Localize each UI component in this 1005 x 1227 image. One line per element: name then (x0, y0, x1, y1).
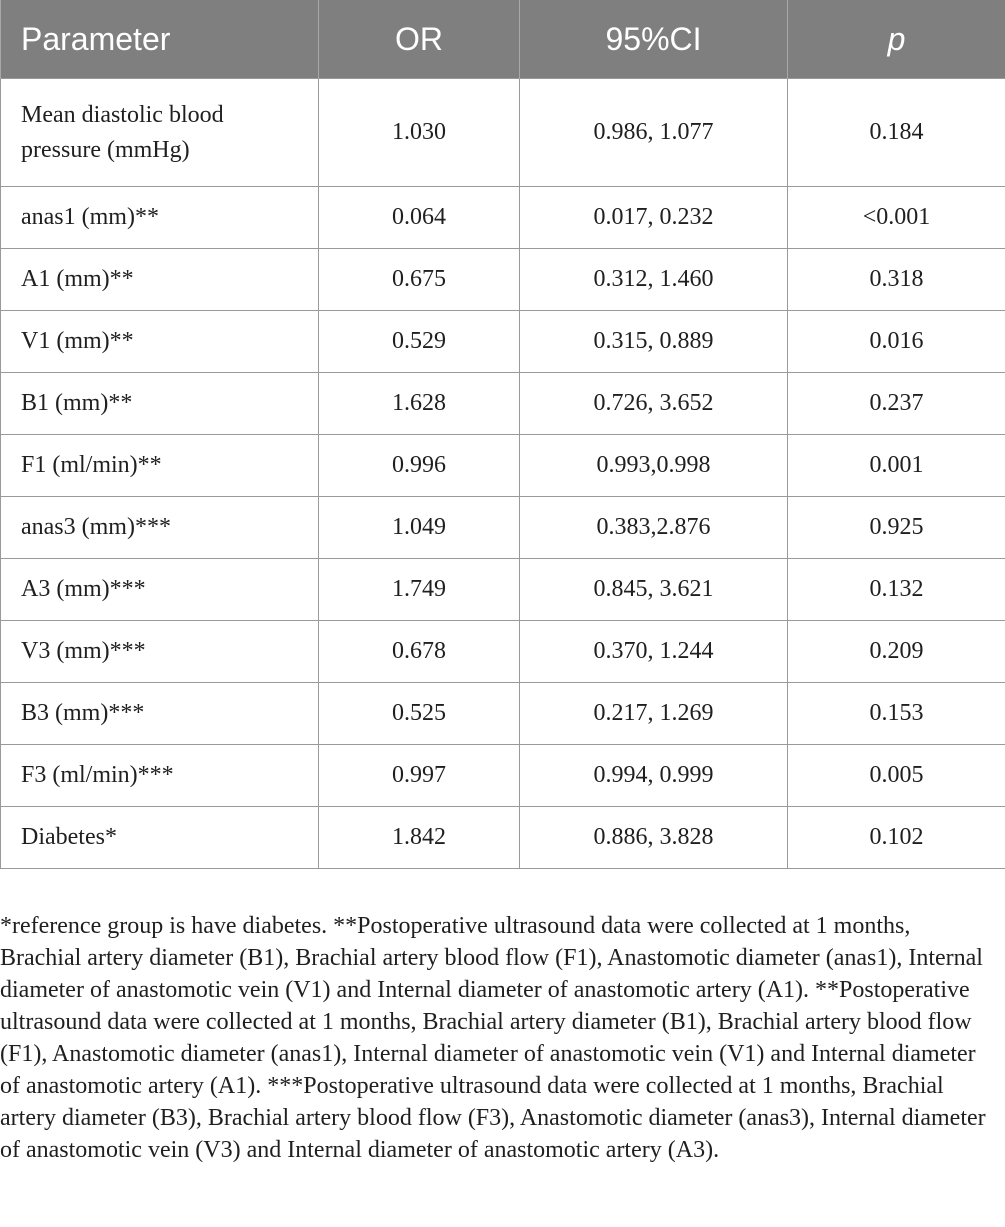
table-row (1, 683, 1005, 745)
cell-p: 0.925 (788, 497, 1005, 559)
table-row (1, 807, 1005, 869)
cell-ci: 0.986, 1.077 (520, 79, 788, 187)
cell-p: 0.132 (788, 559, 1005, 621)
cell-p: 0.209 (788, 621, 1005, 683)
table-row (1, 435, 1005, 497)
cell-parameter: B3 (mm)*** (1, 683, 319, 745)
cell-parameter: anas3 (mm)*** (1, 497, 319, 559)
cell-or: 1.030 (319, 79, 520, 187)
cell-p: 0.005 (788, 745, 1005, 807)
cell-ci: 0.217, 1.269 (520, 683, 788, 745)
cell-or: 0.525 (319, 683, 520, 745)
table-header-row (1, 0, 1005, 79)
cell-or: 0.529 (319, 311, 520, 373)
cell-p: 0.184 (788, 79, 1005, 187)
table-row (1, 559, 1005, 621)
cell-ci: 0.993,0.998 (520, 435, 788, 497)
cell-ci: 0.845, 3.621 (520, 559, 788, 621)
cell-or: 1.842 (319, 807, 520, 869)
cell-parameter: Diabetes* (1, 807, 319, 869)
cell-or: 0.996 (319, 435, 520, 497)
cell-p: 0.153 (788, 683, 1005, 745)
table-footnote: *reference group is have diabetes. **Postoperative ultrasound data were collected at 1 months, Brachial artery diameter (B1), Brachial artery blood flow (F1), Anastomotic diameter (anas1), Internal diameter of anastomotic vein (V1) and Internal diameter of anastomotic artery (A1). **Postoperative ultrasound data were collected at 1 months, Brachial artery diameter (B1), Brachial artery blood flow (F1), Anastomotic diameter (anas1), Internal diameter of anastomotic vein (V1) and Internal diameter of anastomotic artery (A1). ***Postoperative ultrasound data were collected at 1 months, Brachial artery diameter (B3), Brachial artery blood flow (F3), Anastomotic diameter (anas3), Internal diameter of anastomotic vein (V3) and Internal diameter of anastomotic artery (A3). (0, 913, 986, 1163)
table-row (1, 249, 1005, 311)
header-or: OR (319, 0, 520, 79)
cell-parameter: V3 (mm)*** (1, 621, 319, 683)
cell-ci: 0.994, 0.999 (520, 745, 788, 807)
cell-parameter: Mean diastolic blood pressure (mmHg) (1, 79, 319, 187)
cell-parameter: B1 (mm)** (1, 373, 319, 435)
cell-p: <0.001 (788, 187, 1005, 249)
cell-or: 1.049 (319, 497, 520, 559)
cell-ci: 0.726, 3.652 (520, 373, 788, 435)
cell-ci: 0.383,2.876 (520, 497, 788, 559)
cell-ci: 0.315, 0.889 (520, 311, 788, 373)
cell-or: 0.997 (319, 745, 520, 807)
cell-p: 0.102 (788, 807, 1005, 869)
table-row (1, 745, 1005, 807)
header-p: p (788, 0, 1005, 79)
cell-or: 0.678 (319, 621, 520, 683)
table-row (1, 621, 1005, 683)
table-row (1, 497, 1005, 559)
cell-p: 0.318 (788, 249, 1005, 311)
cell-or: 1.628 (319, 373, 520, 435)
cell-parameter: anas1 (mm)** (1, 187, 319, 249)
cell-parameter: A1 (mm)** (1, 249, 319, 311)
cell-or: 0.064 (319, 187, 520, 249)
cell-ci: 0.886, 3.828 (520, 807, 788, 869)
table-row (1, 187, 1005, 249)
cell-ci: 0.312, 1.460 (520, 249, 788, 311)
table-row (1, 311, 1005, 373)
cell-p: 0.237 (788, 373, 1005, 435)
cell-parameter: F3 (ml/min)*** (1, 745, 319, 807)
header-parameter: Parameter (1, 0, 319, 79)
cell-p: 0.016 (788, 311, 1005, 373)
cell-ci: 0.370, 1.244 (520, 621, 788, 683)
cell-or: 1.749 (319, 559, 520, 621)
table-row (1, 373, 1005, 435)
table-row (1, 79, 1005, 187)
header-ci: 95%CI (520, 0, 788, 79)
cell-parameter: F1 (ml/min)** (1, 435, 319, 497)
cell-parameter: A3 (mm)*** (1, 559, 319, 621)
cell-or: 0.675 (319, 249, 520, 311)
cell-p: 0.001 (788, 435, 1005, 497)
cell-ci: 0.017, 0.232 (520, 187, 788, 249)
cell-parameter: V1 (mm)** (1, 311, 319, 373)
